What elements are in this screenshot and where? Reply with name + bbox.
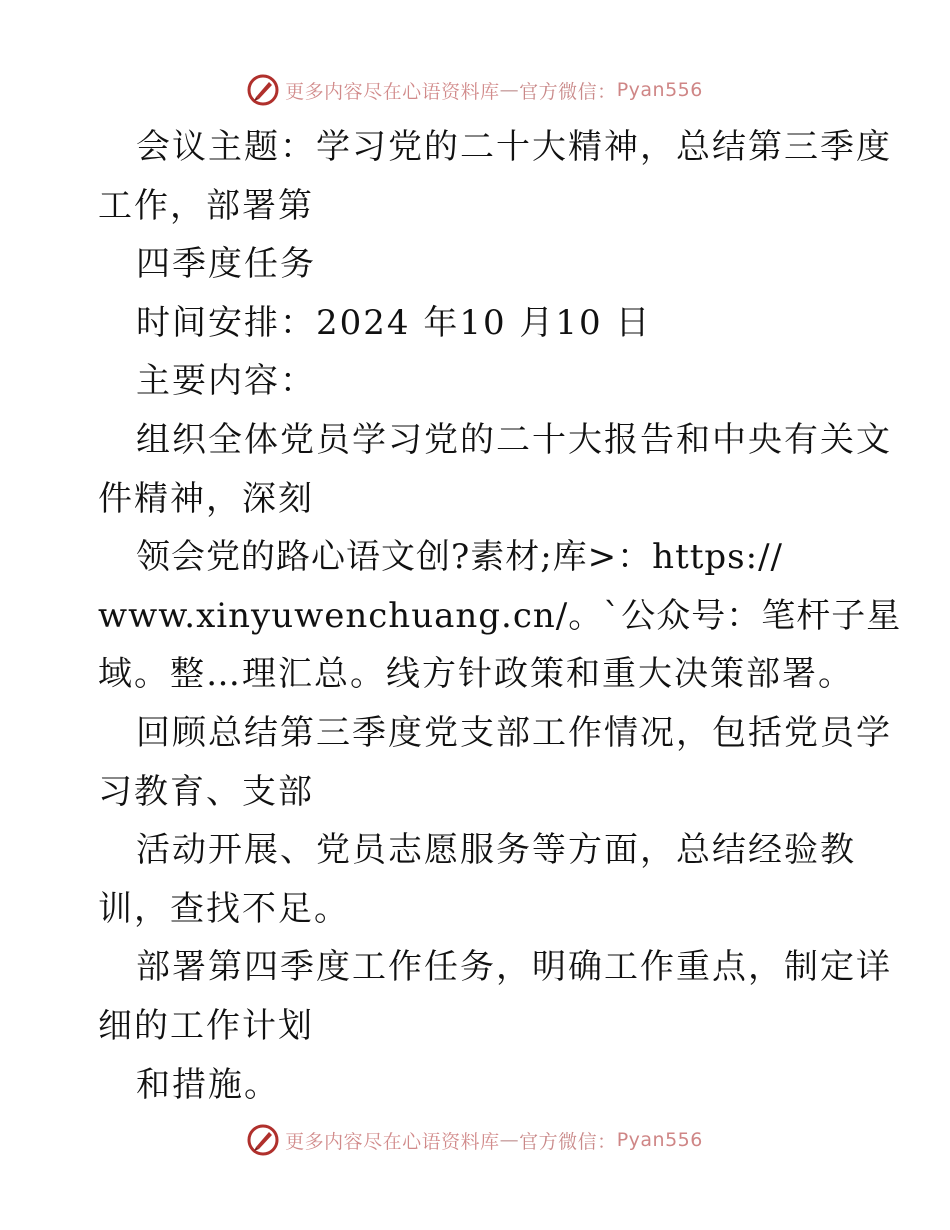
paragraph-line: www.xinyuwenchuang.cn/。`公众号：笔杆子星: [98, 595, 902, 636]
banner-wechat-id: Pyan556: [616, 1129, 703, 1151]
paragraph-line: 组织全体党员学习党的二十大报告和中央有关文: [136, 419, 892, 460]
banner-main-text: 更多内容尽在心语资料库: [285, 80, 500, 103]
paragraph-line: 会议主题：学习党的二十大精神，总结第三季度: [136, 127, 892, 167]
banner-wechat-id: Pyan556: [616, 79, 703, 101]
paragraph-line: 训，查找不足。: [98, 888, 350, 929]
banner-dash: —: [499, 79, 520, 101]
document-body: [98, 118, 902, 1114]
paragraph-line: 细的工作计划: [98, 1005, 314, 1046]
banner-wechat-label: 官方微信：: [519, 1130, 617, 1153]
paragraph-line: 部署第四季度工作任务，明确工作重点，制定详: [136, 947, 892, 988]
paragraph-line: 领会党的路心语文创?素材;库>：https://: [136, 537, 783, 578]
footer-banner: [0, 1120, 950, 1160]
banner-main-text: 更多内容尽在心语资料库: [285, 1130, 500, 1153]
paragraph-line: 工作，部署第: [98, 185, 314, 226]
banner-wechat-label: 官方微信：: [519, 80, 617, 103]
paragraph-line: 时间安排：2024 年10 月10 日: [136, 302, 652, 343]
paragraph-line: 和措施。: [136, 1064, 280, 1105]
paragraph-line: 件精神，深刻: [98, 478, 314, 519]
quill-logo-icon: [247, 74, 279, 106]
header-banner: [0, 70, 950, 110]
paragraph-line: 习教育、支部: [98, 771, 314, 812]
paragraph-line: 主要内容：: [136, 361, 316, 402]
quill-logo-icon: [247, 1124, 279, 1156]
paragraph-line: 活动开展、党员志愿服务等方面，总结经验教: [136, 830, 856, 871]
banner-dash: —: [499, 1129, 520, 1151]
paragraph-line: 域。整…理汇总。线方针政策和重大决策部署。: [98, 654, 854, 695]
paragraph-line: 回顾总结第三季度党支部工作情况，包括党员学: [136, 712, 892, 753]
paragraph-line: 四季度任务: [136, 244, 316, 285]
